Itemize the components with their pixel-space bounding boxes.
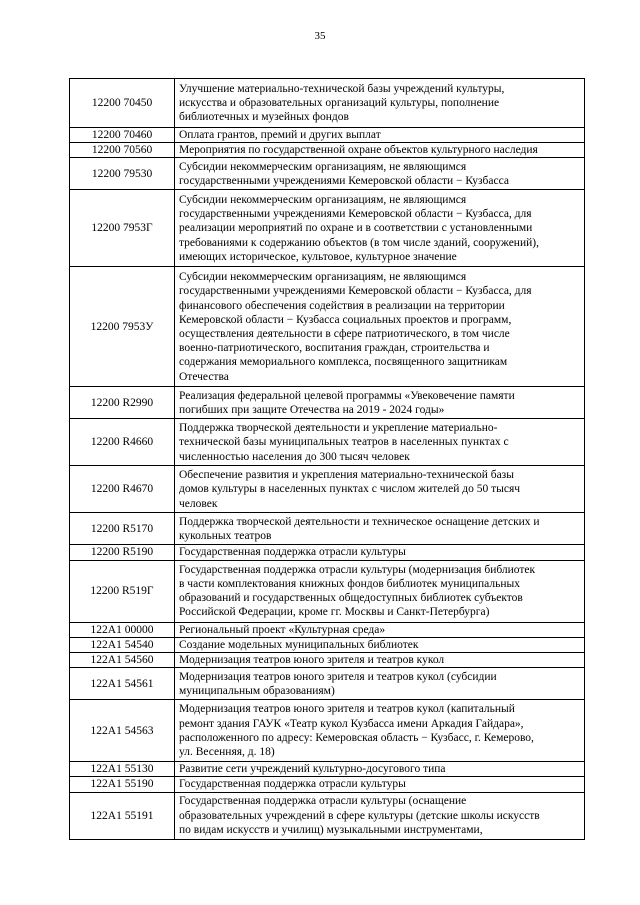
row-code: 122А1 55190	[70, 777, 175, 792]
row-description: Оплата грантов, премий и других выплат	[175, 128, 585, 143]
table-row	[70, 143, 585, 158]
row-description: Улучшение материально-технической базы учреждений культуры, искусства и образовательных организаций культуры, пополнение библиотечных и музейных фондов	[175, 79, 585, 128]
row-code: 12200 70560	[70, 143, 175, 158]
table-row	[70, 653, 585, 668]
row-description: Государственная поддержка отрасли культуры (модернизация библиотек в части комплектования книжных фондов библиотек муниципальных образований и государственных общедоступных библиотек субъектов Российской Федерации, кроме гг. Москвы и Санкт-Петербурга)	[175, 560, 585, 622]
row-code: 122А1 54563	[70, 700, 175, 762]
row-code: 12200 R2990	[70, 387, 175, 419]
row-description: Государственная поддержка отрасли культуры (оснащение образовательных учреждений в сфере культуры (детские школы искусств по видам искусств и училищ) музыкальными инструментами,	[175, 792, 585, 839]
table-row	[70, 190, 585, 267]
row-description: Государственная поддержка отрасли культуры	[175, 545, 585, 560]
row-code: 12200 R4660	[70, 419, 175, 466]
row-code: 122А1 54540	[70, 637, 175, 652]
row-description: Модернизация театров юного зрителя и театров кукол	[175, 653, 585, 668]
row-description: Обеспечение развития и укрепления материально-технической базы домов культуры в населенных пунктах с числом жителей до 50 тысяч человек	[175, 466, 585, 513]
row-description: Развитие сети учреждений культурно-досугового типа	[175, 762, 585, 777]
table-row	[70, 668, 585, 700]
row-code: 12200 R5170	[70, 513, 175, 545]
row-description: Субсидии некоммерческим организациям, не являющимся государственными учреждениями Кемеровской области − Кузбасса, для финансового обеспечения содействия в реализации на территории Кемеровской области − Кузбасса социальных проектов и программ, осуществления деятельности в сфере патриотического, в том числе военно-патриотического, воспитания граждан, строительства и содержания мемориального комплекса, посвященного защитникам Отечества	[175, 267, 585, 387]
row-description: Региональный проект «Культурная среда»	[175, 622, 585, 637]
table-row	[70, 637, 585, 652]
table-row	[70, 158, 585, 190]
row-description: Субсидии некоммерческим организациям, не являющимся государственными учреждениями Кемеровской области − Кузбасса, для реализации мероприятий по охране и в соответствии с установленными требованиями к содержанию объектов (в том числе зданий, сооружений), имеющих историческое, культовое, культурное значение	[175, 190, 585, 267]
row-description: Государственная поддержка отрасли культуры	[175, 777, 585, 792]
page-number: 35	[314, 30, 326, 42]
table-row	[70, 79, 585, 128]
row-code: 122А1 55130	[70, 762, 175, 777]
table-row	[70, 267, 585, 387]
row-description: Создание модельных муниципальных библиотек	[175, 637, 585, 652]
row-code: 12200 70450	[70, 79, 175, 128]
row-code: 122А1 54561	[70, 668, 175, 700]
row-description: Реализация федеральной целевой программы «Увековечение памяти погибших при защите Отечества на 2019 - 2024 годы»	[175, 387, 585, 419]
table-row	[70, 700, 585, 762]
row-code: 12200 R519Г	[70, 560, 175, 622]
row-code: 122А1 54560	[70, 653, 175, 668]
row-code: 12200 79530	[70, 158, 175, 190]
row-code: 122А1 00000	[70, 622, 175, 637]
table-row	[70, 419, 585, 466]
row-description: Модернизация театров юного зрителя и театров кукол (субсидии муниципальным образованиям)	[175, 668, 585, 700]
table-row	[70, 762, 585, 777]
budget-classification-table	[69, 78, 585, 840]
table-row	[70, 387, 585, 419]
row-code: 122А1 55191	[70, 792, 175, 839]
row-code: 12200 R5190	[70, 545, 175, 560]
row-description: Поддержка творческой деятельности и укрепление материально- технической базы муниципальных театров в населенных пунктах с численностью населения до 300 тысяч человек	[175, 419, 585, 466]
table-row	[70, 792, 585, 839]
row-description: Модернизация театров юного зрителя и театров кукол (капитальный ремонт здания ГАУК «Театр кукол Кузбасса имени Аркадия Гайдара», расположенного по адресу: Кемеровская область − Кузбасс, г. Кемерово, ул. Весенняя, д. 18)	[175, 700, 585, 762]
row-code: 12200 70460	[70, 128, 175, 143]
table-row	[70, 128, 585, 143]
row-code: 12200 7953У	[70, 267, 175, 387]
row-code: 12200 7953Г	[70, 190, 175, 267]
table-row	[70, 560, 585, 622]
row-description: Поддержка творческой деятельности и техническое оснащение детских и кукольных театров	[175, 513, 585, 545]
row-description: Мероприятия по государственной охране объектов культурного наследия	[175, 143, 585, 158]
row-code: 12200 R4670	[70, 466, 175, 513]
table-row	[70, 545, 585, 560]
table-row	[70, 777, 585, 792]
table-row	[70, 622, 585, 637]
table-row	[70, 466, 585, 513]
table-row	[70, 513, 585, 545]
row-description: Субсидии некоммерческим организациям, не являющимся государственными учреждениями Кемеровской области − Кузбасса	[175, 158, 585, 190]
